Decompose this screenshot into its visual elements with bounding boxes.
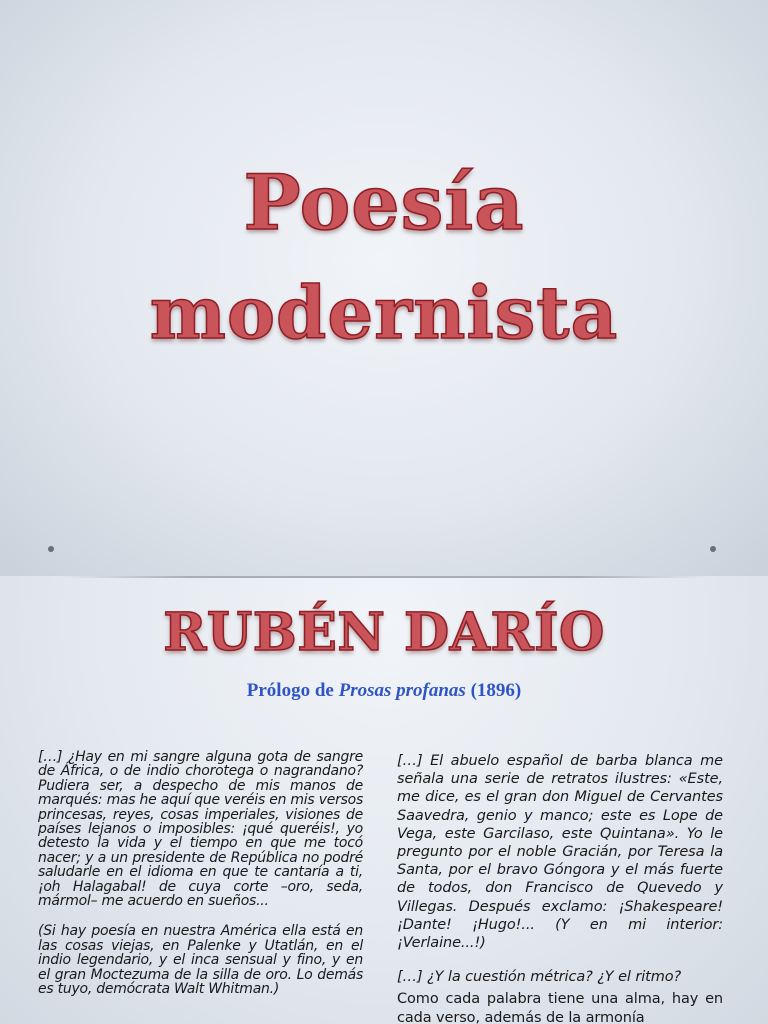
author-heading: RUBÉN DARÍO — [163, 602, 605, 663]
prologue-year: (1896) — [465, 680, 522, 701]
prologue-work-title: Prosas profanas — [338, 680, 466, 701]
slide-divider — [60, 576, 708, 578]
right-paragraph-3: Como cada palabra tiene una alma, hay en cada verso, además de la armonía — [397, 991, 723, 1024]
prologue-subtitle — [0, 680, 768, 702]
right-text-column — [397, 752, 723, 1024]
title-line-2: modernista — [149, 270, 619, 355]
left-text-column — [38, 750, 363, 997]
content-slide — [0, 576, 768, 1024]
title-line-1: Poesía — [243, 158, 525, 247]
right-paragraph-2: […] ¿Y la cuestión métrica? ¿Y el ritmo? — [397, 969, 682, 986]
left-paragraph-1: […] ¿Hay en mi sangre alguna gota de sangre de África, o de indio chorotega o nagrandano? Pudiera ser, a despecho de mis manos de marqués: mas he aquí que veréis en mis versos princesas, reyes, cosas imperiales, visiones de países lejanos o imposibles: ¡qué queréis!, yo detesto la vida y el tiempo en que me tocó nacer; y a un presidente de República no podré saludarle en el idioma en que te cantaría a ti, ¡oh Halagabal! de cuya corte –oro, seda, mármol– me acuerdo en sueños... — [38, 749, 363, 910]
slide-bullet-dot-left — [48, 546, 54, 552]
right-paragraph-1: […] El abuelo español de barba blanca me señala una serie de retratos ilustres: «Este, me dice, es el gran don Miguel de Cervantes Saavedra, genio y manco; este es Lope de Vega, este Garcilaso, este Quintana». Yo le pregunto por el noble Gracián, por Teresa la Santa, por el bravo Góngora y el más fuerte de todos, don Francisco de Quevedo y Villegas. Después exclamo: ¡Shakespeare! ¡Dante! ¡Hugo!... (Y en mi interior: ¡Verlaine...!) — [397, 753, 723, 952]
slide-bullet-dot-right — [710, 546, 716, 552]
left-paragraph-2: (Si hay poesía en nuestra América ella está en las cosas viejas, en Palenke y Utatlán, en el indio legendario, y el inca sensual y fino, y en el gran Moctezuma de la silla de oro. Lo demás es tuyo, demócrata Walt Whitman.) — [38, 923, 363, 998]
prologue-prefix: Prólogo de — [246, 680, 339, 701]
